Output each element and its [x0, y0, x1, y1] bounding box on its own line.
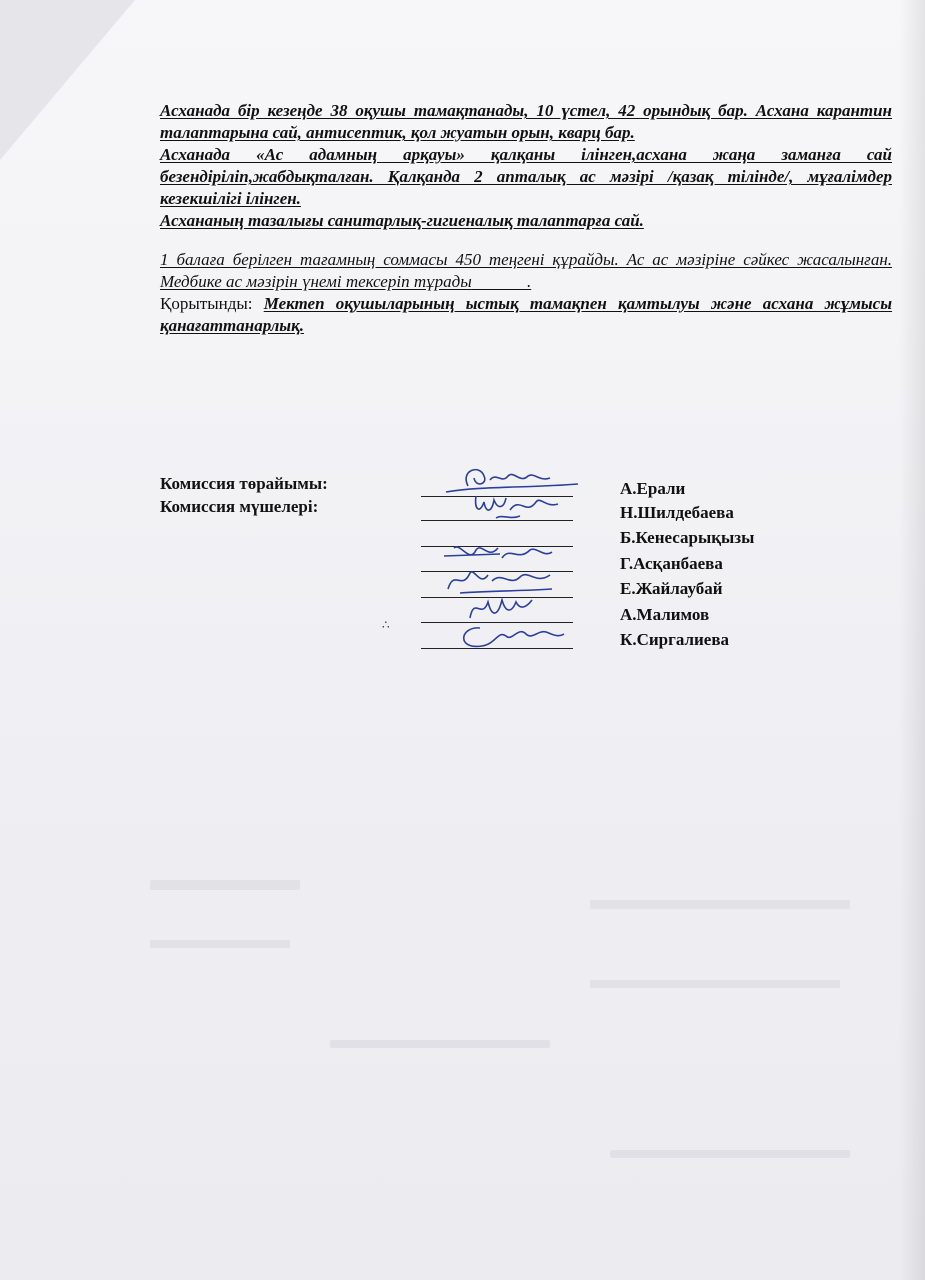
meal-cost-text: 1 балаға берілген тағамның соммасы 450 теңгені құрайды. Ас ас мәзіріне сәйкес жасалынған. Медбике ас мәзірін үнемі тексеріп тұрады [160, 250, 892, 291]
conclusion-label: Қорытынды: [160, 294, 253, 313]
signatory-name: Б.Кенесарықызы [620, 528, 755, 547]
members-label: Комиссия мүшелері: [160, 497, 319, 516]
bleed-through-block [590, 980, 840, 988]
bleed-through-block [590, 900, 850, 909]
bleed-through-block [150, 880, 300, 890]
signature-scribble-shildebaeva [440, 490, 580, 522]
page-fold-shadow [0, 0, 135, 160]
signatory-name: А.Малимов [620, 605, 710, 624]
page-edge-shadow [899, 0, 925, 1280]
signature-scribble-zhailaubai [440, 563, 580, 595]
bleed-through-block [330, 1040, 550, 1048]
chair-label: Комиссия төрайымы: [160, 474, 328, 493]
signatory-name: А.Ерали [620, 479, 686, 498]
report-body [160, 100, 892, 337]
paragraph-sanitary: Асхананың тазалығы санитарлық-гигиеналық талаптарға сай. [160, 211, 644, 230]
signatory-name: Е.Жайлаубай [620, 579, 723, 598]
signatory-name: Н.Шилдебаева [620, 503, 734, 522]
paragraph-canteen-board: Асханада «Ас адамның арқауы» қалқаны ілінген,асхана жаңа заманға сай безендіріліп,жабдықталған. Қалқанда 2 апталық ас мәзірі /қазақ тілінде/, мұғалімдер кезекшілігі ілінген. [160, 145, 892, 208]
signatory-name: К.Сиргалиева [620, 630, 730, 649]
conclusion-text: Мектеп оқушыларының ыстық тамақпен қамтылуы және асхана жұмысы қанағаттанарлық. [160, 294, 892, 335]
meal-cost-tail: . [471, 272, 532, 291]
paragraph-conclusion [160, 293, 892, 337]
paragraph-canteen-capacity: Асханада бір кезеңде 38 оқушы тамақтанады, 10 үстел, 42 орындық бар. Асхана карантин талаптарына сай, антисептик, қол жуатын орын, кварц бар. [160, 101, 892, 142]
signatory-name: Г.Асқанбаева [620, 554, 723, 573]
signature-scribble-sirgalieva [440, 620, 580, 652]
bleed-through-block [150, 940, 290, 948]
bleed-through-block [610, 1150, 850, 1158]
paragraph-meal-cost [160, 249, 892, 293]
ink-dot-mark: ∴ [382, 618, 390, 632]
